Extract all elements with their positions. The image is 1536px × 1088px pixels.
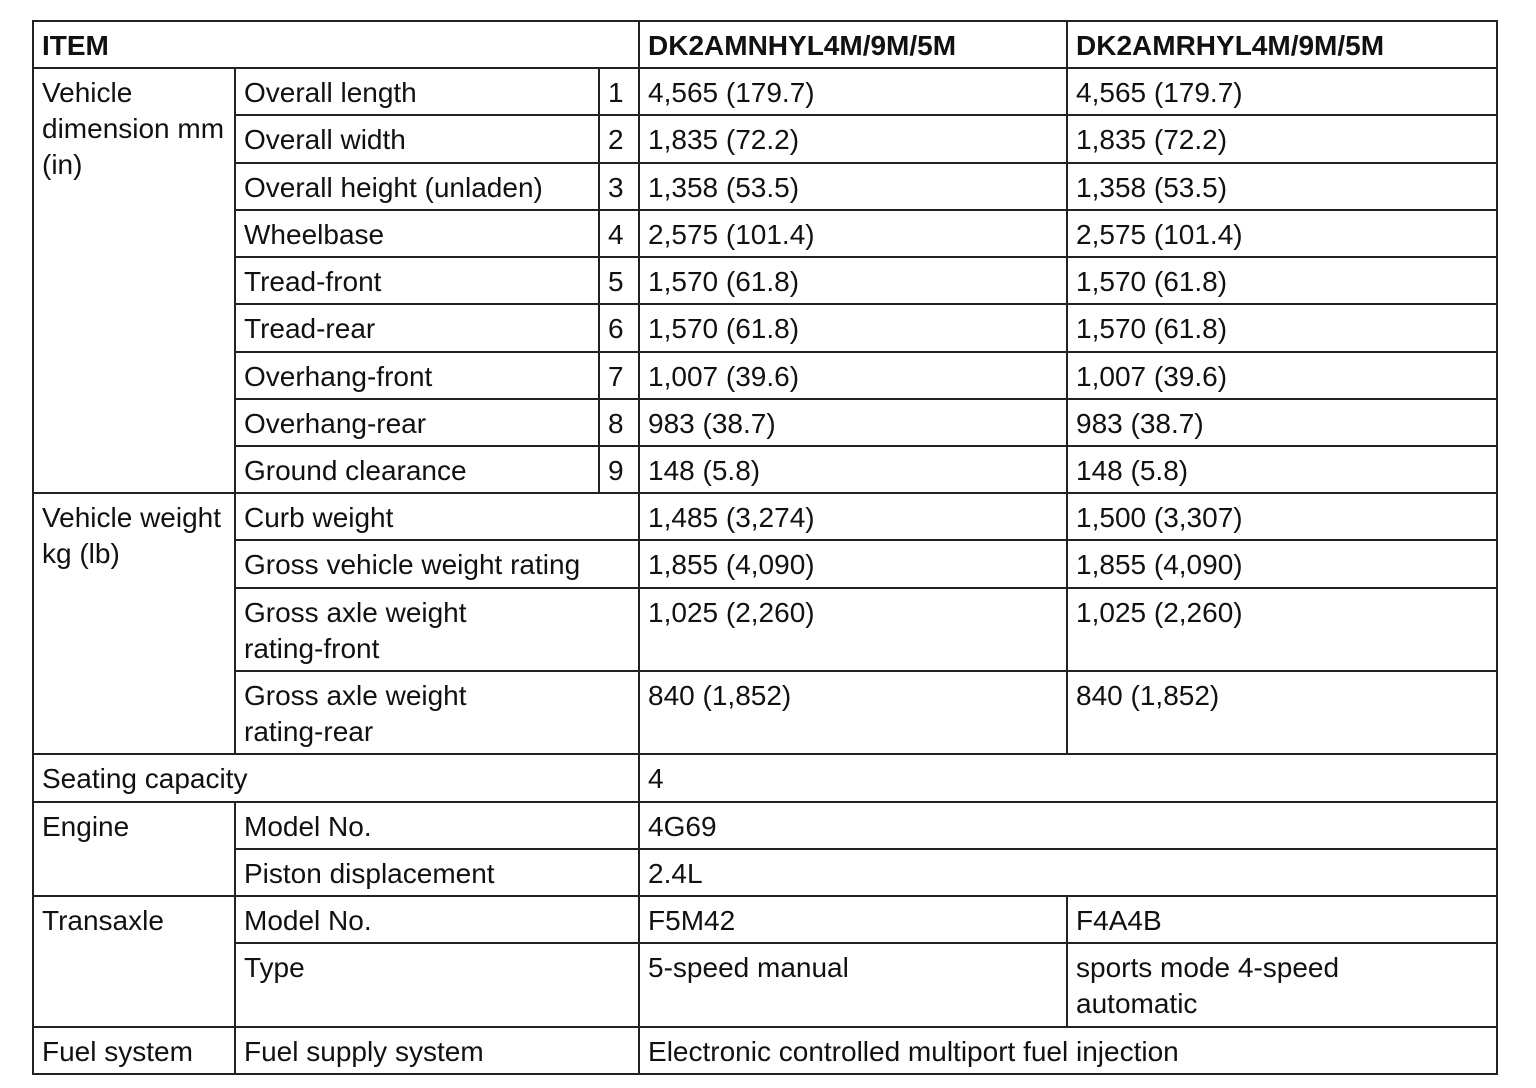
value-a: 840 (1,852) <box>639 671 1067 754</box>
row-label: Overhang-front <box>235 352 599 399</box>
seating-value: 4 <box>639 754 1497 801</box>
table-row <box>33 588 1497 671</box>
table-row <box>33 1027 1497 1074</box>
value-b: 840 (1,852) <box>1067 671 1497 754</box>
value-a: 5-speed manual <box>639 943 1067 1026</box>
row-label: Gross vehicle weight rating <box>235 540 639 587</box>
model-b-header: DK2AMRHYL4M/9M/5M <box>1067 21 1497 68</box>
row-number: 2 <box>599 115 639 162</box>
row-label: Curb weight <box>235 493 639 540</box>
row-label: Type <box>235 943 639 1026</box>
transaxle-group-label: Transaxle <box>33 896 235 1027</box>
row-label: Overall length <box>235 68 599 115</box>
engine-model-value: 4G69 <box>639 802 1497 849</box>
row-label: Piston displacement <box>235 849 639 896</box>
value-b: 1,358 (53.5) <box>1067 163 1497 210</box>
table-row <box>33 671 1497 754</box>
table-row <box>33 540 1497 587</box>
value-a: 983 (38.7) <box>639 399 1067 446</box>
model-a-header: DK2AMNHYL4M/9M/5M <box>639 21 1067 68</box>
weight-group-label: Vehicle weight kg (lb) <box>33 493 235 754</box>
value-b: 1,007 (39.6) <box>1067 352 1497 399</box>
value-a: 1,835 (72.2) <box>639 115 1067 162</box>
value-b: 1,025 (2,260) <box>1067 588 1497 671</box>
value-a: 1,007 (39.6) <box>639 352 1067 399</box>
value-b: 1,500 (3,307) <box>1067 493 1497 540</box>
value-b: F4A4B <box>1067 896 1497 943</box>
seating-label: Seating capacity <box>33 754 639 801</box>
value-b: 983 (38.7) <box>1067 399 1497 446</box>
value-a: 1,485 (3,274) <box>639 493 1067 540</box>
table-row <box>33 210 1497 257</box>
table-row <box>33 304 1497 351</box>
value-b: 1,570 (61.8) <box>1067 257 1497 304</box>
table-row <box>33 802 1497 849</box>
row-label: Gross axle weight rating-rear <box>235 671 639 754</box>
value-a: 4,565 (179.7) <box>639 68 1067 115</box>
row-label: Gross axle weight rating-front <box>235 588 639 671</box>
row-number: 3 <box>599 163 639 210</box>
value-a: 1,855 (4,090) <box>639 540 1067 587</box>
row-number: 4 <box>599 210 639 257</box>
value-a: 1,570 (61.8) <box>639 304 1067 351</box>
specification-table <box>32 20 1498 1075</box>
value-b: 148 (5.8) <box>1067 446 1497 493</box>
table-row <box>33 68 1497 115</box>
value-b: sports mode 4-speed automatic <box>1067 943 1497 1026</box>
value-a: F5M42 <box>639 896 1067 943</box>
fuel-group-label: Fuel system <box>33 1027 235 1074</box>
row-number: 8 <box>599 399 639 446</box>
table-row <box>33 754 1497 801</box>
value-a: 1,025 (2,260) <box>639 588 1067 671</box>
row-number: 7 <box>599 352 639 399</box>
row-label: Tread-rear <box>235 304 599 351</box>
table-row <box>33 446 1497 493</box>
table-row <box>33 115 1497 162</box>
value-b: 1,855 (4,090) <box>1067 540 1497 587</box>
row-label: Overall width <box>235 115 599 162</box>
row-number: 1 <box>599 68 639 115</box>
row-label: Fuel supply system <box>235 1027 639 1074</box>
row-number: 5 <box>599 257 639 304</box>
table-row <box>33 257 1497 304</box>
value-a: 148 (5.8) <box>639 446 1067 493</box>
table-row <box>33 896 1497 943</box>
row-label: Overhang-rear <box>235 399 599 446</box>
table-row <box>33 849 1497 896</box>
row-number: 6 <box>599 304 639 351</box>
row-label: Model No. <box>235 896 639 943</box>
value-a: 1,570 (61.8) <box>639 257 1067 304</box>
item-header: ITEM <box>33 21 639 68</box>
value-b: 1,570 (61.8) <box>1067 304 1497 351</box>
fuel-value: Electronic controlled multiport fuel injection <box>639 1027 1497 1074</box>
header-row <box>33 21 1497 68</box>
row-label: Ground clearance <box>235 446 599 493</box>
value-a: 2,575 (101.4) <box>639 210 1067 257</box>
row-label: Model No. <box>235 802 639 849</box>
value-b: 2,575 (101.4) <box>1067 210 1497 257</box>
row-label: Overall height (unladen) <box>235 163 599 210</box>
table-row <box>33 399 1497 446</box>
value-a: 1,358 (53.5) <box>639 163 1067 210</box>
table-row <box>33 943 1497 1026</box>
value-b: 1,835 (72.2) <box>1067 115 1497 162</box>
table-row <box>33 163 1497 210</box>
row-label: Tread-front <box>235 257 599 304</box>
engine-group-label: Engine <box>33 802 235 896</box>
row-number: 9 <box>599 446 639 493</box>
engine-displacement-value: 2.4L <box>639 849 1497 896</box>
table-row <box>33 352 1497 399</box>
table-row <box>33 493 1497 540</box>
dimension-group-label: Vehicle dimension mm (in) <box>33 68 235 493</box>
value-b: 4,565 (179.7) <box>1067 68 1497 115</box>
row-label: Wheelbase <box>235 210 599 257</box>
